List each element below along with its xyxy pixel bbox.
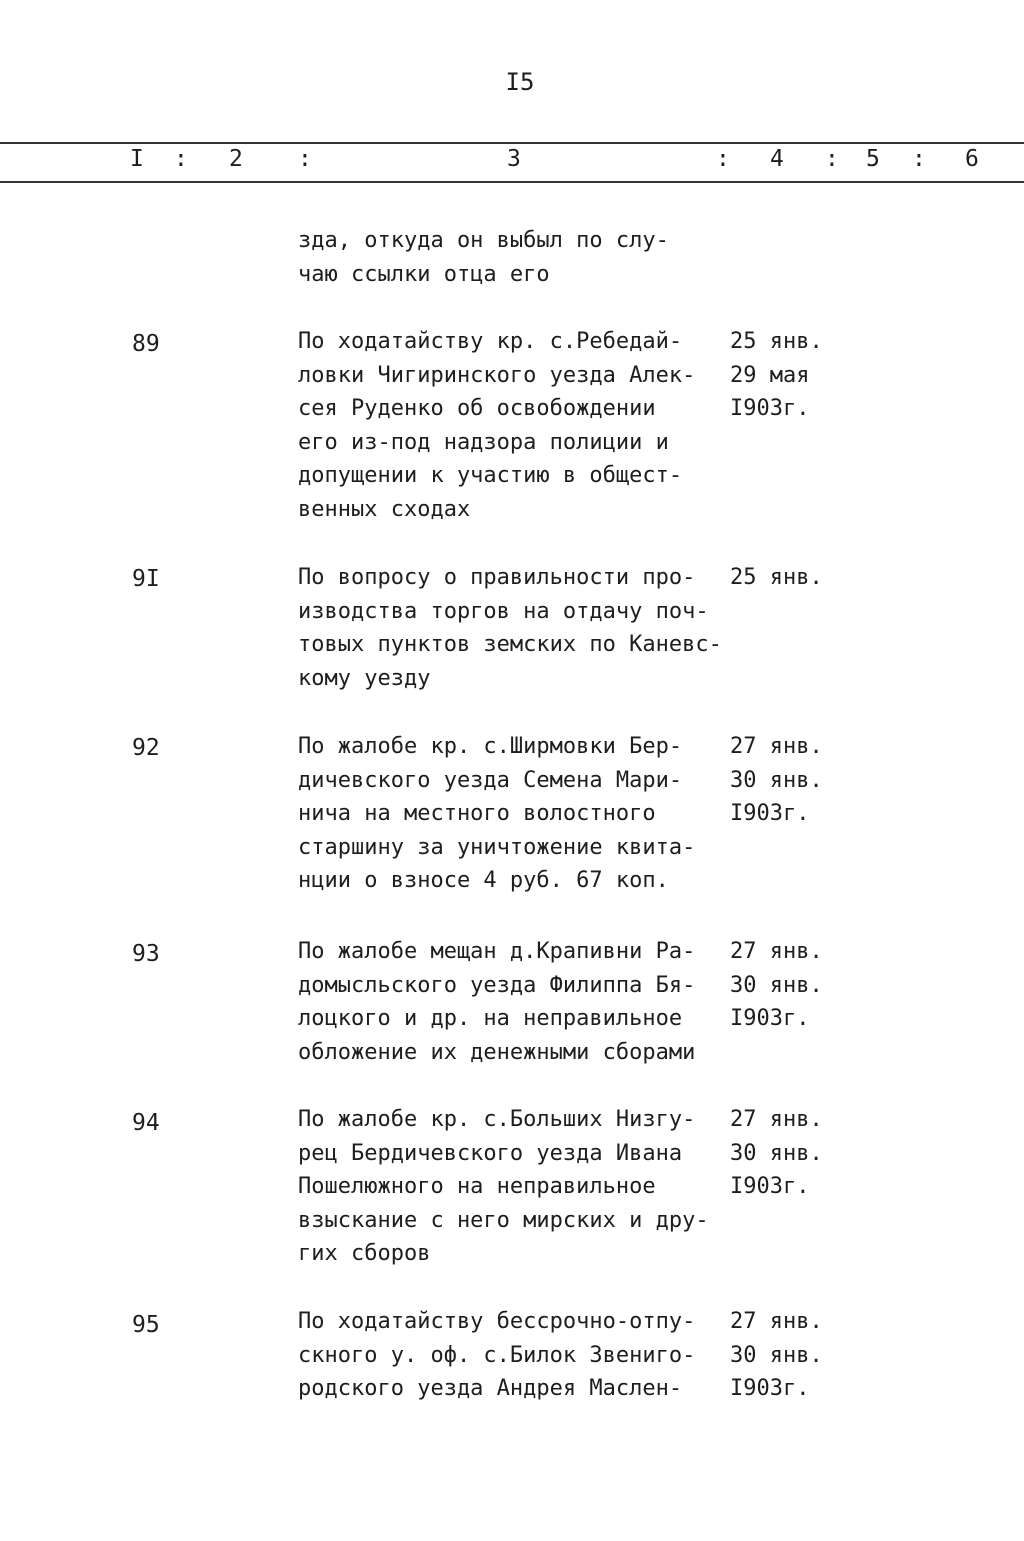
text-line: старшину за уничтожение квита- bbox=[298, 834, 696, 860]
date-line: 29 мая bbox=[730, 362, 810, 388]
column-header-2: 2 bbox=[229, 146, 243, 172]
column-header-6: 6 bbox=[965, 146, 979, 172]
text-line: По вопросу о правильности про- bbox=[298, 565, 696, 590]
date-line: I903г. bbox=[730, 801, 810, 826]
text-line: венных сходах bbox=[298, 496, 471, 522]
record-number: 92 bbox=[132, 735, 160, 761]
text-line: лоцкого и др. на неправильное bbox=[298, 1006, 683, 1031]
continuation-text bbox=[298, 224, 738, 291]
text-line: его из-под надзора полиции и bbox=[298, 429, 669, 455]
date-line: 25 янв. bbox=[730, 329, 823, 354]
date-line: 27 янв. bbox=[730, 734, 823, 759]
table-header-bottom-rule bbox=[0, 181, 1024, 183]
record-number: 95 bbox=[132, 1312, 160, 1338]
date-line: 30 янв. bbox=[730, 767, 823, 793]
record-number: 9I bbox=[132, 566, 160, 592]
date-line: 25 янв. bbox=[730, 565, 823, 590]
date-line: 30 янв. bbox=[730, 1140, 823, 1166]
page-number: I5 bbox=[505, 68, 535, 96]
text-line: изводства торгов на отдачу поч- bbox=[298, 598, 709, 624]
column-separator: : bbox=[912, 146, 926, 172]
record-dates bbox=[730, 935, 840, 1036]
text-line: нича на местного волостного bbox=[298, 801, 656, 826]
text-line: чаю ссылки отца его bbox=[298, 261, 550, 287]
date-line: 27 янв. bbox=[730, 1309, 823, 1334]
text-line: сея Руденко об освобождении bbox=[298, 396, 656, 421]
date-line: 30 янв. bbox=[730, 972, 823, 998]
column-header-row bbox=[0, 146, 1024, 178]
date-line: I903г. bbox=[730, 396, 810, 421]
text-line: скного у. оф. с.Билок Звениго- bbox=[298, 1342, 696, 1368]
text-line: допущении к участию в общест- bbox=[298, 463, 683, 488]
text-line: По ходатайству кр. с.Ребедай- bbox=[298, 329, 683, 354]
text-line: кому уезду bbox=[298, 665, 431, 691]
record-number: 89 bbox=[132, 331, 160, 357]
column-header-1: I bbox=[130, 146, 144, 172]
text-line: По жалобе мещан д.Крапивни Ра- bbox=[298, 939, 696, 964]
text-line: товых пунктов земских по Каневс- bbox=[298, 632, 722, 657]
text-line: гих сборов bbox=[298, 1241, 431, 1266]
text-line: зда, откуда он выбыл по слу- bbox=[298, 228, 669, 253]
text-line: ловки Чигиринского уезда Алек- bbox=[298, 362, 696, 388]
column-separator: : bbox=[298, 146, 312, 172]
record-description bbox=[298, 325, 738, 526]
date-line: I903г. bbox=[730, 1376, 810, 1401]
record-dates bbox=[730, 1305, 840, 1406]
text-line: Пошелюжного на неправильное bbox=[298, 1174, 656, 1199]
column-separator: : bbox=[825, 146, 839, 172]
record-dates bbox=[730, 561, 840, 595]
record-number: 93 bbox=[132, 941, 160, 967]
record-dates bbox=[730, 325, 840, 426]
table-header-top-rule bbox=[0, 142, 1024, 144]
date-line: I903г. bbox=[730, 1174, 810, 1199]
record-description bbox=[298, 730, 738, 898]
text-line: домысльского уезда Филиппа Бя- bbox=[298, 972, 696, 998]
date-line: 27 янв. bbox=[730, 1107, 823, 1132]
text-line: дичевского уезда Семена Мари- bbox=[298, 767, 683, 793]
record-description bbox=[298, 561, 738, 695]
text-line: взыскание с него мирских и дру- bbox=[298, 1207, 709, 1233]
text-line: По жалобе кр. с.Ширмовки Бер- bbox=[298, 734, 683, 759]
date-line: I903г. bbox=[730, 1006, 810, 1031]
column-separator: : bbox=[174, 146, 188, 172]
text-line: По ходатайству бессрочно-отпу- bbox=[298, 1309, 696, 1334]
date-line: 30 янв. bbox=[730, 1342, 823, 1368]
column-header-3: 3 bbox=[507, 146, 521, 172]
record-description bbox=[298, 1103, 738, 1271]
record-dates bbox=[730, 730, 840, 831]
record-description bbox=[298, 935, 738, 1069]
column-header-4: 4 bbox=[770, 146, 784, 172]
column-header-5: 5 bbox=[866, 146, 880, 172]
column-separator: : bbox=[716, 146, 730, 172]
text-line: рец Бердичевского уезда Ивана bbox=[298, 1140, 683, 1166]
record-dates bbox=[730, 1103, 840, 1204]
record-description bbox=[298, 1305, 738, 1406]
text-line: родского уезда Андрея Маслен- bbox=[298, 1376, 683, 1401]
text-line: обложение их денежными сборами bbox=[298, 1039, 696, 1065]
record-number: 94 bbox=[132, 1110, 160, 1136]
text-line: По жалобе кр. с.Больших Низгу- bbox=[298, 1107, 696, 1132]
date-line: 27 янв. bbox=[730, 939, 823, 964]
text-line: нции о взносе 4 руб. 67 коп. bbox=[298, 868, 669, 893]
